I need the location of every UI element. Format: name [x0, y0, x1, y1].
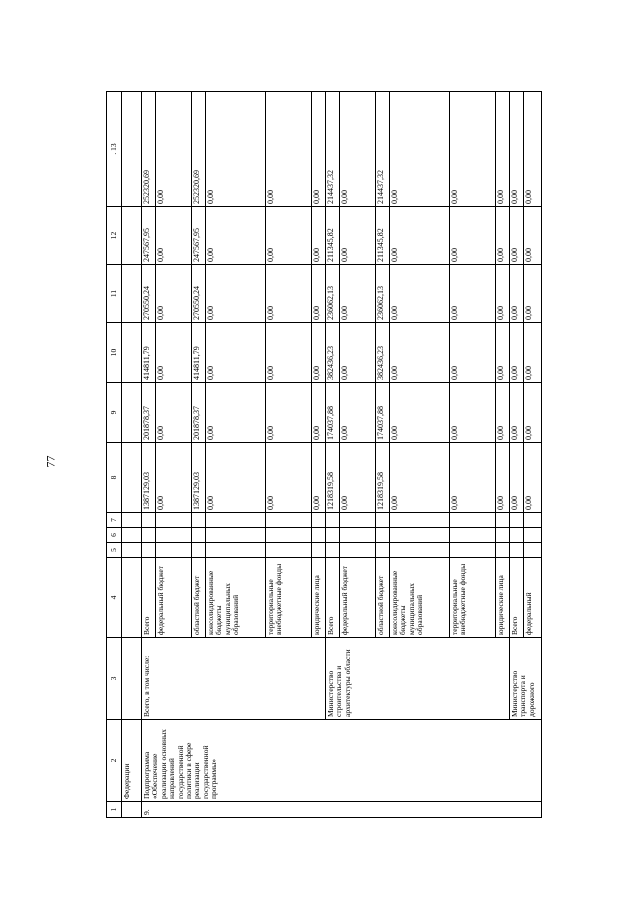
amount-cell: 0,00 [156, 92, 192, 207]
empty-cell [206, 543, 266, 558]
amount-cell: 252320,69 [142, 92, 156, 207]
page-number: 77 [43, 455, 58, 468]
amount-cell: 0,00 [312, 383, 326, 443]
amount-cell: 0,00 [524, 207, 542, 265]
column-number: 10 [107, 323, 122, 383]
funding-source: консолидированные бюджеты муниципальных образований [390, 558, 450, 638]
empty-cell [312, 513, 326, 528]
column-number: 5 [107, 543, 122, 558]
funding-source: федеральный бюджет [340, 558, 376, 638]
amount-cell: 1387129,03 [142, 443, 156, 513]
empty-cell [122, 638, 142, 720]
executor-name: Всего, в том числе: [142, 638, 326, 720]
amount-cell: 0,00 [266, 383, 312, 443]
empty-cell [450, 513, 496, 528]
amount-cell: 1218319,58 [326, 443, 340, 513]
empty-cell [122, 513, 142, 528]
empty-cell [122, 443, 142, 513]
amount-cell: 0,00 [510, 207, 524, 265]
empty-cell [122, 265, 142, 323]
amount-cell: 0,00 [206, 323, 266, 383]
empty-cell [390, 543, 450, 558]
amount-cell: 201878,37 [192, 383, 206, 443]
funding-source: территориальные внебюджетные фонды [450, 558, 496, 638]
continuation-text: Федерации [122, 720, 142, 802]
empty-cell [390, 528, 450, 543]
amount-cell: 382436,23 [326, 323, 340, 383]
empty-cell [312, 543, 326, 558]
amount-cell: 0,00 [450, 443, 496, 513]
amount-cell: 0,00 [340, 207, 376, 265]
amount-cell: 0,00 [496, 443, 510, 513]
amount-cell: 0,00 [390, 443, 450, 513]
amount-cell: 0,00 [496, 265, 510, 323]
funding-source: территориальные внебюджетные фонды [266, 558, 312, 638]
table-body [107, 92, 542, 818]
amount-cell: 0,00 [450, 207, 496, 265]
funding-source: Всего [326, 558, 340, 638]
amount-cell: 0,00 [524, 323, 542, 383]
amount-cell: 0,00 [524, 265, 542, 323]
amount-cell: 0,00 [496, 323, 510, 383]
amount-cell: 1218319,58 [376, 443, 390, 513]
empty-cell [122, 323, 142, 383]
empty-cell [326, 528, 340, 543]
empty-cell [376, 543, 390, 558]
amount-cell: 0,00 [450, 92, 496, 207]
amount-cell: 0,00 [510, 323, 524, 383]
column-number: 11 [107, 265, 122, 323]
empty-cell [510, 513, 524, 528]
amount-cell: 0,00 [340, 443, 376, 513]
empty-cell [496, 513, 510, 528]
column-number: 6 [107, 528, 122, 543]
empty-cell [266, 528, 312, 543]
amount-cell: 0,00 [450, 383, 496, 443]
amount-cell: 414811,79 [142, 323, 156, 383]
table-row [510, 92, 524, 818]
amount-cell: 0,00 [524, 383, 542, 443]
amount-cell: 201878,37 [142, 383, 156, 443]
amount-cell: 0,00 [156, 265, 192, 323]
amount-cell: 0,00 [206, 265, 266, 323]
column-number: 8 [107, 443, 122, 513]
empty-cell [376, 528, 390, 543]
amount-cell: 0,00 [524, 443, 542, 513]
empty-cell [142, 528, 156, 543]
funding-source: Всего [142, 558, 156, 638]
amount-cell: 0,00 [390, 323, 450, 383]
empty-cell [340, 513, 376, 528]
funding-source: консолидированные бюджеты муниципальных образований [206, 558, 266, 638]
amount-cell: 211345,82 [326, 207, 340, 265]
amount-cell: 0,00 [312, 265, 326, 323]
amount-cell: 414811,79 [192, 323, 206, 383]
amount-cell: 0,00 [156, 207, 192, 265]
amount-cell: 0,00 [156, 383, 192, 443]
subprogram-name: Подпрограмма «Обеспечение реализации основных направлений государственной политики в сфере реализации государственной программы» [142, 720, 542, 802]
amount-cell: 0,00 [312, 443, 326, 513]
amount-cell: 214437,32 [376, 92, 390, 207]
empty-cell [510, 528, 524, 543]
header-row [107, 92, 122, 818]
amount-cell: 0,00 [510, 265, 524, 323]
amount-cell: 0,00 [312, 92, 326, 207]
column-number: 1 [107, 802, 122, 818]
empty-cell [450, 543, 496, 558]
amount-cell: 0,00 [390, 92, 450, 207]
column-number: 7 [107, 513, 122, 528]
amount-cell: 0,00 [206, 383, 266, 443]
executor-name: Министерство строительства и архитектуры области [326, 638, 510, 720]
amount-cell: 270550,24 [192, 265, 206, 323]
funding-source: юридические лица [312, 558, 326, 638]
empty-cell [206, 528, 266, 543]
row-number: 9. [142, 802, 542, 818]
empty-cell [326, 513, 340, 528]
table-row [326, 92, 340, 818]
column-number: 4 [107, 558, 122, 638]
amount-cell: 0,00 [510, 443, 524, 513]
amount-cell: 0,00 [340, 265, 376, 323]
amount-cell: 174037,88 [326, 383, 340, 443]
amount-cell: 0,00 [390, 265, 450, 323]
funding-source: юридические лица [496, 558, 510, 638]
amount-cell: 0,00 [266, 207, 312, 265]
empty-cell [192, 513, 206, 528]
amount-cell: 382436,23 [376, 323, 390, 383]
empty-cell [340, 543, 376, 558]
empty-cell [524, 513, 542, 528]
table-row [142, 92, 156, 818]
empty-cell [266, 543, 312, 558]
amount-cell: 0,00 [266, 265, 312, 323]
column-number: 2 [107, 720, 122, 802]
amount-cell: 0,00 [496, 207, 510, 265]
amount-cell: 1387129,03 [192, 443, 206, 513]
amount-cell: 0,00 [390, 383, 450, 443]
empty-cell [450, 528, 496, 543]
empty-cell [340, 528, 376, 543]
amount-cell: 0,00 [206, 443, 266, 513]
column-number: 3 [107, 638, 122, 720]
amount-cell: 0,00 [312, 207, 326, 265]
amount-cell: 214437,32 [326, 92, 340, 207]
rotated-table-wrapper [106, 92, 540, 818]
empty-cell [524, 528, 542, 543]
empty-cell [390, 513, 450, 528]
empty-cell [156, 513, 192, 528]
amount-cell: 0,00 [206, 92, 266, 207]
empty-cell [326, 543, 340, 558]
amount-cell: 247567,95 [142, 207, 156, 265]
amount-cell: 174037,88 [376, 383, 390, 443]
empty-cell [122, 383, 142, 443]
column-number: . 13 [107, 92, 122, 207]
amount-cell: 0,00 [340, 92, 376, 207]
amount-cell: 211345,82 [376, 207, 390, 265]
empty-cell [510, 543, 524, 558]
amount-cell: 236062,13 [376, 265, 390, 323]
amount-cell: 236062,13 [326, 265, 340, 323]
amount-cell: 0,00 [312, 323, 326, 383]
empty-cell [376, 513, 390, 528]
amount-cell: 247567,95 [192, 207, 206, 265]
empty-cell [192, 528, 206, 543]
funding-source: областной бюджет [192, 558, 206, 638]
empty-cell [206, 513, 266, 528]
amount-cell: 0,00 [450, 323, 496, 383]
empty-cell [142, 543, 156, 558]
amount-cell: 0,00 [266, 92, 312, 207]
empty-cell [266, 513, 312, 528]
funding-source: Всего [510, 558, 524, 638]
empty-cell [142, 513, 156, 528]
executor-name: Министерство транспорта и дорожного [510, 638, 542, 720]
budget-table [106, 91, 542, 818]
amount-cell: 0,00 [510, 383, 524, 443]
amount-cell: 0,00 [496, 92, 510, 207]
amount-cell: 0,00 [266, 443, 312, 513]
empty-cell [524, 543, 542, 558]
amount-cell: 0,00 [340, 383, 376, 443]
amount-cell: 252320,69 [192, 92, 206, 207]
amount-cell: 0,00 [266, 323, 312, 383]
empty-cell [122, 558, 142, 638]
amount-cell: 0,00 [156, 323, 192, 383]
empty-cell [312, 528, 326, 543]
funding-source: федеральный [524, 558, 542, 638]
funding-source: федеральный бюджет [156, 558, 192, 638]
amount-cell: 0,00 [496, 383, 510, 443]
empty-cell [156, 543, 192, 558]
empty-cell [122, 207, 142, 265]
amount-cell: 0,00 [390, 207, 450, 265]
amount-cell: 0,00 [450, 265, 496, 323]
empty-cell [496, 543, 510, 558]
amount-cell: 270550,24 [142, 265, 156, 323]
continuation-row [122, 92, 142, 818]
empty-cell [122, 543, 142, 558]
empty-cell [496, 528, 510, 543]
column-number: 9 [107, 383, 122, 443]
column-number: 12 [107, 207, 122, 265]
empty-cell [122, 92, 142, 207]
amount-cell: 0,00 [206, 207, 266, 265]
amount-cell: 0,00 [524, 92, 542, 207]
empty-cell [156, 528, 192, 543]
amount-cell: 0,00 [156, 443, 192, 513]
empty-cell [192, 543, 206, 558]
empty-cell [122, 528, 142, 543]
amount-cell: 0,00 [510, 92, 524, 207]
funding-source: областной бюджет [376, 558, 390, 638]
amount-cell: 0,00 [340, 323, 376, 383]
row-number-cell [122, 802, 142, 818]
